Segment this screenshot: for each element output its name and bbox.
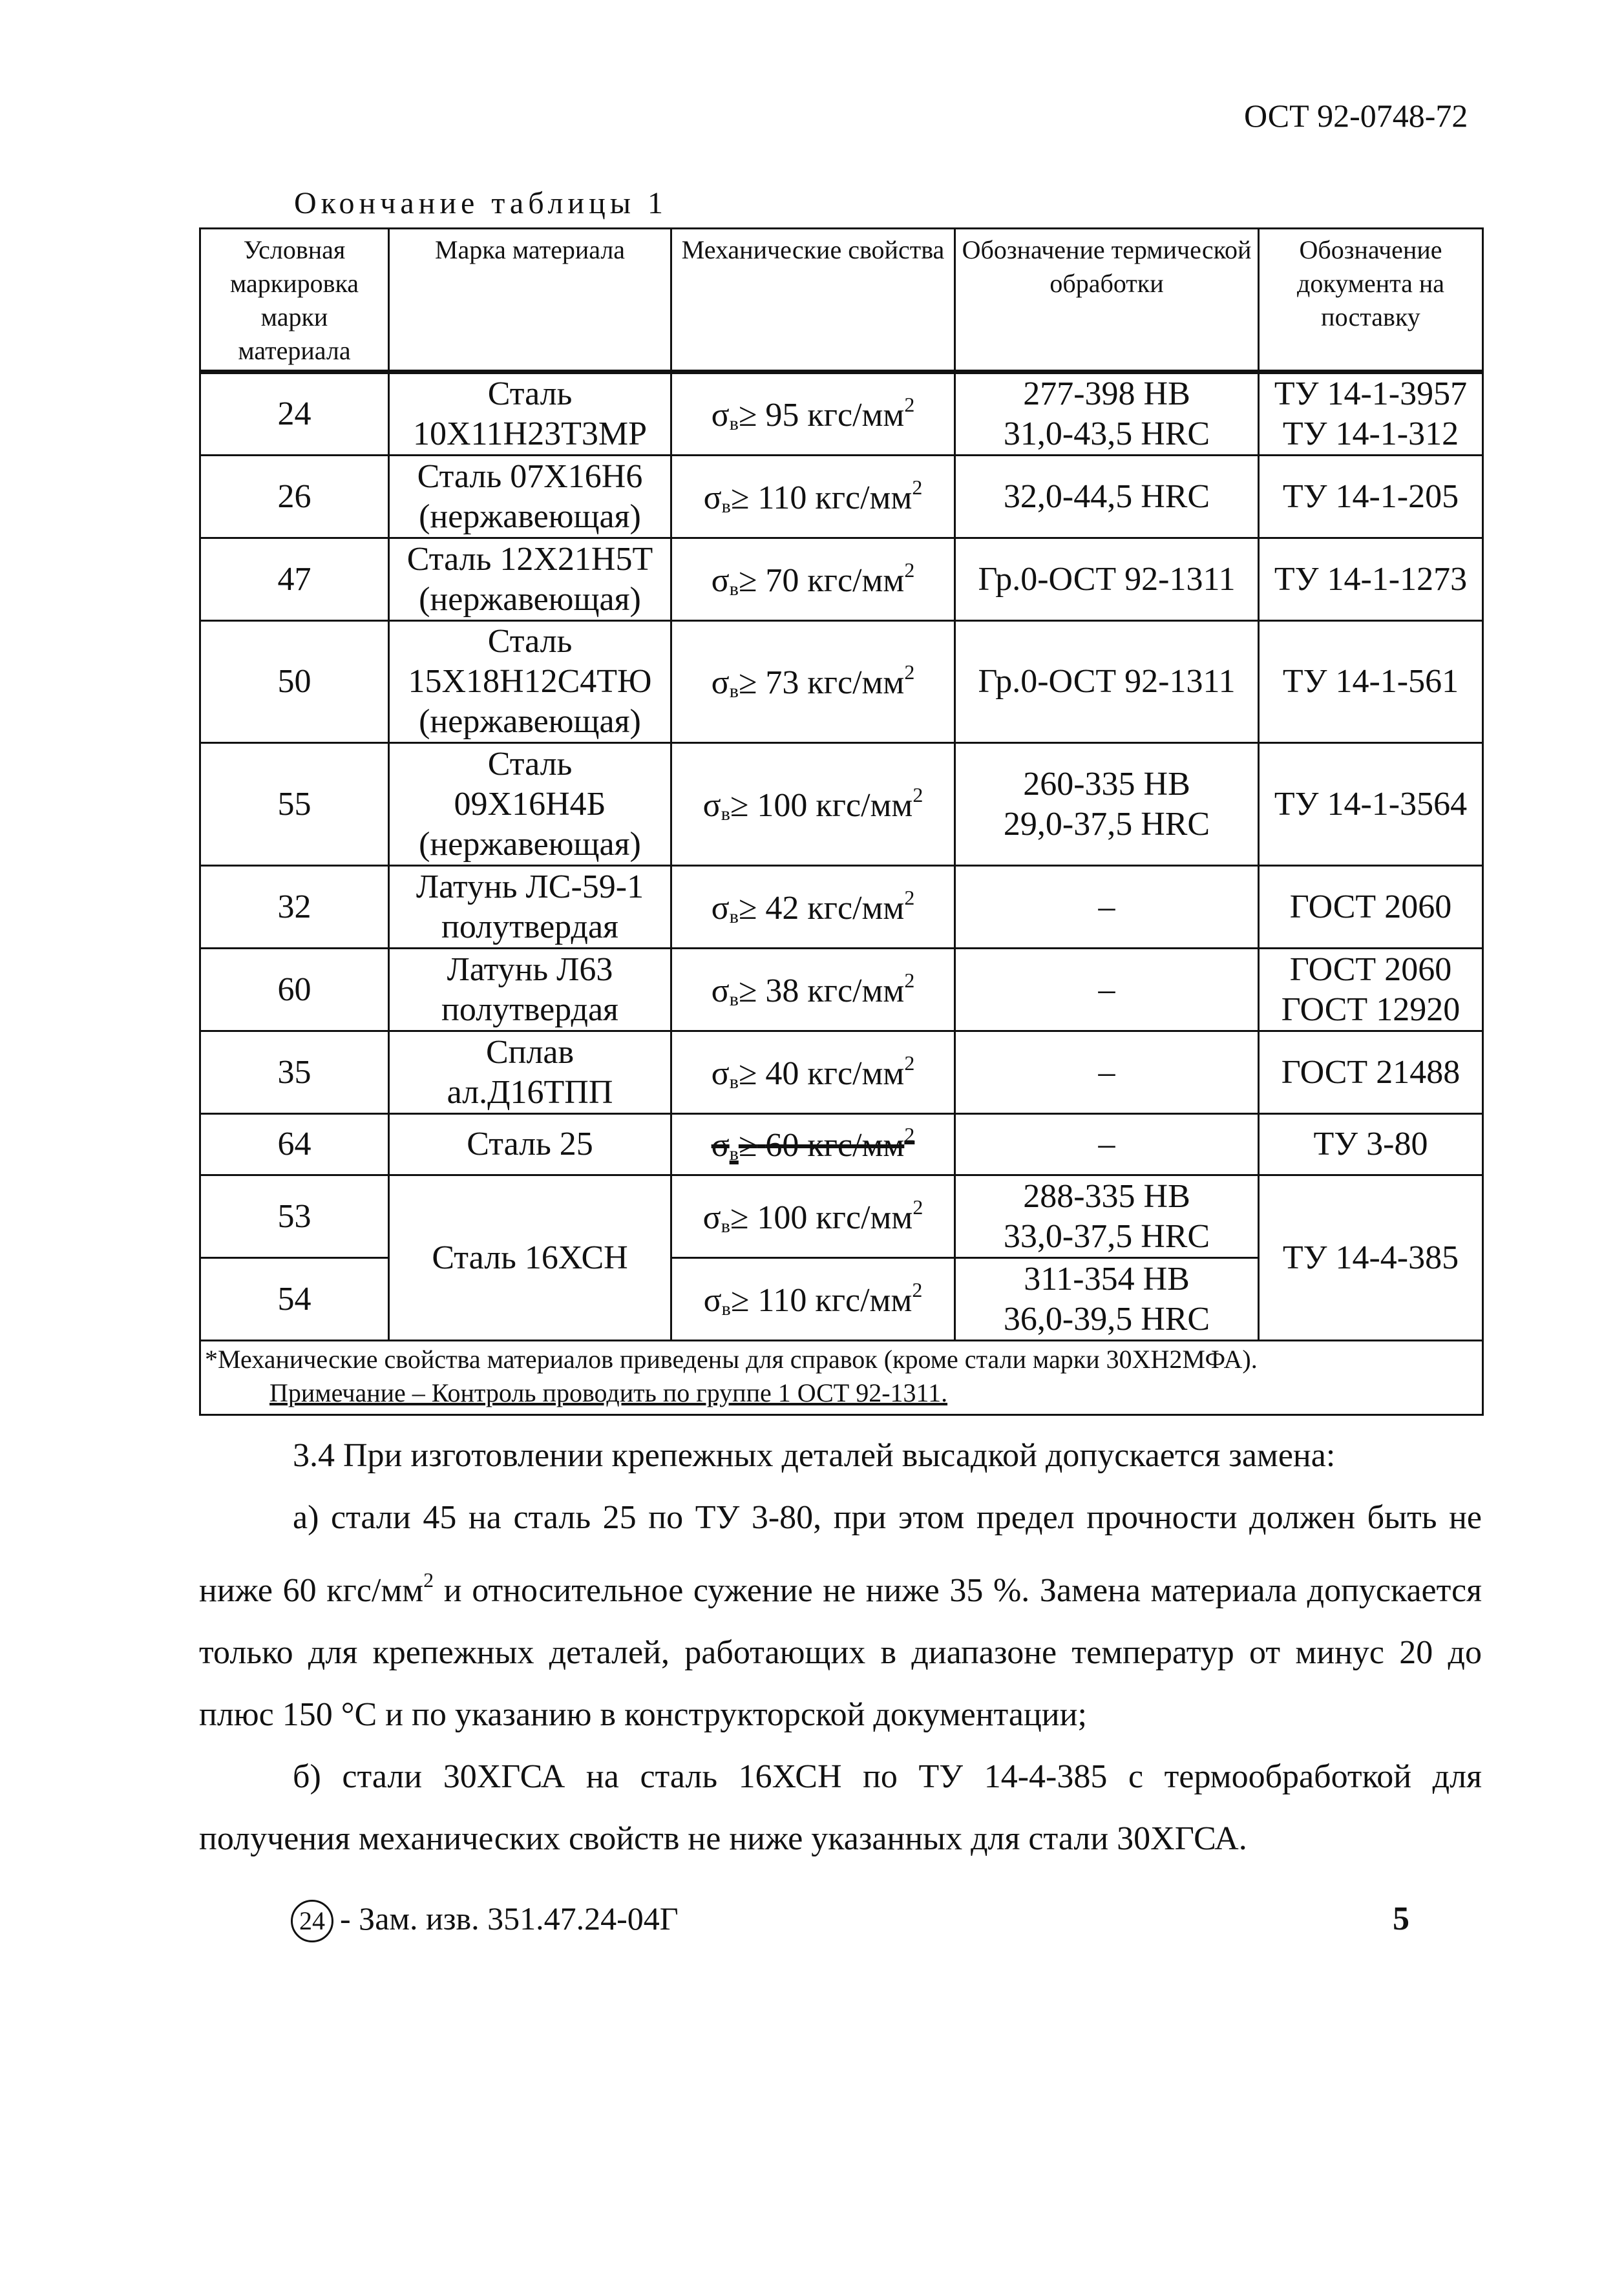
cell-code: 24 <box>200 372 389 456</box>
cell-material-line: (нержавеющая) <box>419 825 641 863</box>
strength-number: 70 кгс/мм <box>765 562 905 599</box>
sigma-symbol: σ <box>702 1199 721 1236</box>
cell-code: 53 <box>200 1175 389 1258</box>
cell-material <box>389 456 671 538</box>
cell-code: 26 <box>200 456 389 538</box>
cell-material-line: Сплав <box>485 1033 575 1071</box>
col-header-supply-doc: Обозначение документа на поставку <box>1259 229 1483 372</box>
strength-value <box>703 475 923 517</box>
cell-material-line: Сталь 25 <box>467 1126 593 1162</box>
cell-heat-treatment-line: 32,0-44,5 HRC <box>1003 478 1210 515</box>
paragraph-a <box>199 1487 1482 1746</box>
cell-heat-treatment-line: 311-354 НВ <box>1024 1260 1190 1298</box>
sigma-operator: ≥ <box>738 972 757 1009</box>
cell-material-line: Латунь Л63 <box>447 951 613 988</box>
cell-code: 60 <box>200 949 389 1031</box>
sigma-symbol: σ <box>711 1127 730 1164</box>
cell-material-line: (нержавеющая) <box>419 498 641 535</box>
table-row <box>200 743 1483 866</box>
cell-material-line: (нержавеющая) <box>419 703 641 740</box>
cell-heat-treatment-line: 36,0-39,5 HRC <box>1003 1300 1210 1338</box>
cell-heat-treatment-line: – <box>1098 1053 1115 1091</box>
cell-properties <box>671 743 955 866</box>
cell-material-line: Сталь <box>487 745 573 783</box>
cell-properties <box>671 1031 955 1114</box>
cell-material-line: Латунь ЛС-59-1 <box>416 868 644 905</box>
sigma-subscript: в <box>721 1215 730 1237</box>
cell-properties <box>671 538 955 621</box>
cell-material-line: полутвердая <box>441 908 618 945</box>
strength-value <box>711 968 915 1010</box>
cell-supply-doc-line: ТУ 14-1-205 <box>1282 478 1459 515</box>
cell-material-line: 10Х11Н23Т3МР <box>412 415 648 452</box>
table-body <box>200 372 1483 1415</box>
sigma-subscript: в <box>729 1143 739 1164</box>
paragraph-b: б) стали 30ХГСА на сталь 16ХСН по ТУ 14-4-385 с термообработкой для получения механических свойств не ниже указанных для стали 30ХГСА. <box>199 1758 1482 1857</box>
cell-heat-treatment-line: 260-335 НВ <box>1023 765 1190 803</box>
strength-number: 42 кгс/мм <box>765 889 905 927</box>
cell-heat-treatment <box>955 866 1259 949</box>
cell-material-line: (нержавеющая) <box>419 580 641 618</box>
table-row <box>200 538 1483 621</box>
cell-supply-doc-line: ТУ 14-1-312 <box>1282 415 1459 452</box>
strength-number: 95 кгс/мм <box>765 397 905 434</box>
unit-superscript: 2 <box>904 660 915 684</box>
strength-value <box>711 885 915 927</box>
cell-material-line: Сталь <box>487 623 573 660</box>
col-header-heat-treatment: Обозначение термической обработки <box>955 229 1259 372</box>
cell-heat-treatment <box>955 456 1259 538</box>
sigma-operator: ≥ <box>738 664 757 701</box>
sigma-symbol: σ <box>711 664 730 701</box>
sigma-operator: ≥ <box>730 479 750 516</box>
sigma-operator: ≥ <box>730 1199 749 1236</box>
cell-material <box>389 1114 671 1175</box>
sigma-symbol: σ <box>711 562 730 599</box>
cell-heat-treatment <box>955 621 1259 743</box>
sigma-symbol: σ <box>711 889 730 927</box>
unit-superscript: 2 <box>904 558 915 582</box>
table-header-row <box>200 229 1483 372</box>
strength-value <box>703 1277 923 1319</box>
unit-superscript: 2 <box>912 475 923 499</box>
cell-material <box>389 538 671 621</box>
strength-value <box>711 1051 915 1093</box>
change-notice <box>291 1900 679 1942</box>
strength-number: 110 кгс/мм <box>757 1281 912 1319</box>
cell-material <box>389 743 671 866</box>
cell-material-line: 15Х18Н12С4ТЮ <box>408 663 652 700</box>
col-header-code: Условная маркировка марки материала <box>200 229 389 372</box>
cell-heat-treatment-line: 33,0-37,5 HRC <box>1003 1217 1210 1255</box>
cell-material <box>389 1031 671 1114</box>
paragraph-a-sup: 2 <box>423 1568 434 1592</box>
cell-material-line: Сталь 12Х21Н5Т <box>406 540 653 578</box>
sigma-symbol: σ <box>703 479 722 516</box>
sigma-symbol: σ <box>711 397 730 434</box>
table-row <box>200 621 1483 743</box>
table-row <box>200 1114 1483 1175</box>
cell-supply-doc <box>1259 866 1483 949</box>
table-row <box>200 1175 1483 1258</box>
cell-supply-doc-line: ГОСТ 2060 <box>1289 888 1452 925</box>
sigma-operator: ≥ <box>738 1055 757 1092</box>
paragraph-a-part1: а) стали 45 на сталь 25 по ТУ 3-80, при этом предел прочности должен быть не ниже 60 кгс/мм <box>199 1499 1482 1609</box>
cell-code: 32 <box>200 866 389 949</box>
footnote-mark: * <box>205 1345 218 1374</box>
cell-material <box>389 866 671 949</box>
cell-heat-treatment-line: 288-335 НВ <box>1023 1177 1190 1215</box>
cell-material: Сталь 16ХСН <box>389 1175 671 1341</box>
cell-heat-treatment-line: 31,0-43,5 HRC <box>1003 415 1210 452</box>
strength-number: 40 кгс/мм <box>765 1055 905 1092</box>
cell-supply-doc-line: ТУ 14-1-1273 <box>1274 560 1468 598</box>
paragraph-intro: 3.4 При изготовлении крепежных деталей высадкой допускается замена: <box>293 1437 1336 1474</box>
sigma-subscript: в <box>729 680 739 702</box>
sigma-operator: ≥ <box>738 1127 757 1164</box>
cell-code: 64 <box>200 1114 389 1175</box>
unit-superscript: 2 <box>904 393 915 416</box>
table-notes-row <box>200 1341 1483 1415</box>
cell-code: 54 <box>200 1258 389 1341</box>
cell-supply-doc-line: ТУ 14-1-3564 <box>1274 785 1468 823</box>
cell-material-line: 09Х16Н4Б <box>454 785 606 823</box>
footnote-text: Механические свойства материалов приведены для справок (кроме стали марки 30ХН2МФА). <box>218 1345 1258 1374</box>
cell-heat-treatment <box>955 949 1259 1031</box>
sigma-symbol: σ <box>711 1055 730 1092</box>
strength-value <box>702 783 923 825</box>
strength-number: 73 кгс/мм <box>765 664 905 701</box>
cell-code: 50 <box>200 621 389 743</box>
cell-heat-treatment-line: Гр.0-ОСТ 92-1311 <box>978 663 1236 700</box>
cell-properties <box>671 372 955 456</box>
cell-supply-doc-line: ГОСТ 21488 <box>1281 1053 1461 1091</box>
sigma-symbol: σ <box>711 972 730 1009</box>
cell-material-line: Сталь <box>487 375 573 412</box>
strength-number: 110 кгс/мм <box>757 479 912 516</box>
strength-number: 60 кгс/мм <box>765 1127 905 1164</box>
table-row <box>200 866 1483 949</box>
cell-heat-treatment <box>955 372 1259 456</box>
strength-number: 100 кгс/мм <box>757 1199 913 1236</box>
cell-material-line: Сталь 07Х16Н6 <box>417 457 643 495</box>
cell-supply-doc-line: ГОСТ 12920 <box>1281 991 1461 1028</box>
sigma-symbol: σ <box>703 1281 722 1319</box>
cell-code: 47 <box>200 538 389 621</box>
strength-number: 38 кгс/мм <box>765 972 905 1009</box>
cell-supply-doc <box>1259 372 1483 456</box>
cell-properties <box>671 1258 955 1341</box>
cell-heat-treatment <box>955 538 1259 621</box>
cell-supply-doc <box>1259 949 1483 1031</box>
table-row <box>200 372 1483 456</box>
cell-material <box>389 372 671 456</box>
sigma-subscript: в <box>729 413 739 434</box>
col-header-material: Марка материала <box>389 229 671 372</box>
sigma-operator: ≥ <box>738 889 757 927</box>
col-header-properties: Механические свойства <box>671 229 955 372</box>
unit-superscript: 2 <box>904 1051 915 1075</box>
table-row <box>200 949 1483 1031</box>
cell-supply-doc <box>1259 1031 1483 1114</box>
unit-superscript: 2 <box>904 885 915 909</box>
document-number: ОСТ 92-0748-72 <box>1244 98 1468 134</box>
cell-properties <box>671 621 955 743</box>
strength-value <box>711 660 915 702</box>
sigma-operator: ≥ <box>730 786 749 824</box>
cell-supply-doc-line: ГОСТ 2060 <box>1289 951 1452 988</box>
page-number: 5 <box>1393 1900 1409 1937</box>
cell-supply-doc: ТУ 14-4-385 <box>1259 1175 1483 1341</box>
cell-properties <box>671 456 955 538</box>
cell-heat-treatment-line: 29,0-37,5 HRC <box>1003 805 1210 843</box>
strength-value <box>711 1123 915 1164</box>
strength-value <box>711 558 915 600</box>
cell-heat-treatment-line: – <box>1098 1126 1115 1162</box>
sigma-subscript: в <box>721 1298 731 1319</box>
cell-code: 35 <box>200 1031 389 1114</box>
sigma-subscript: в <box>721 803 730 825</box>
cell-heat-treatment-line: Гр.0-ОСТ 92-1311 <box>978 560 1236 598</box>
cell-properties <box>671 949 955 1031</box>
cell-supply-doc <box>1259 538 1483 621</box>
cell-heat-treatment <box>955 1258 1259 1341</box>
table-note: Примечание – Контроль проводить по группе 1 ОСТ 92-1311. <box>269 1378 948 1407</box>
cell-supply-doc <box>1259 621 1483 743</box>
table-caption: Окончание таблицы 1 <box>294 186 668 220</box>
strength-value <box>702 1195 923 1237</box>
cell-properties <box>671 1175 955 1258</box>
cell-supply-doc <box>1259 456 1483 538</box>
cell-heat-treatment <box>955 743 1259 866</box>
sigma-subscript: в <box>729 988 739 1010</box>
cell-properties <box>671 866 955 949</box>
sigma-subscript: в <box>729 1071 739 1093</box>
cell-code: 55 <box>200 743 389 866</box>
strength-value <box>711 393 915 434</box>
cell-supply-doc <box>1259 1114 1483 1175</box>
cell-heat-treatment-line: – <box>1098 888 1115 925</box>
sigma-operator: ≥ <box>738 397 757 434</box>
cell-supply-doc-line: ТУ 3-80 <box>1313 1126 1428 1162</box>
change-notice-text: - Зам. изв. 351.47.24-04Г <box>340 1900 679 1937</box>
change-number-circle: 24 <box>291 1900 333 1942</box>
cell-supply-doc-line: ТУ 14-1-3957 <box>1274 375 1468 412</box>
clause-3-4 <box>199 1425 1482 1870</box>
sigma-subscript: в <box>721 495 731 517</box>
sigma-subscript: в <box>729 905 739 927</box>
cell-material-line: полутвердая <box>441 991 618 1028</box>
cell-properties <box>671 1114 955 1175</box>
cell-supply-doc <box>1259 743 1483 866</box>
sigma-operator: ≥ <box>738 562 757 599</box>
cell-material <box>389 621 671 743</box>
sigma-symbol: σ <box>702 786 721 824</box>
table-row <box>200 1031 1483 1114</box>
cell-heat-treatment <box>955 1031 1259 1114</box>
unit-superscript: 2 <box>912 1277 923 1301</box>
table-notes <box>200 1341 1483 1415</box>
cell-heat-treatment <box>955 1114 1259 1175</box>
cell-heat-treatment-line: – <box>1098 971 1115 1008</box>
unit-superscript: 2 <box>904 968 915 992</box>
unit-superscript: 2 <box>912 783 923 806</box>
sigma-operator: ≥ <box>730 1281 750 1319</box>
cell-heat-treatment <box>955 1175 1259 1258</box>
unit-superscript: 2 <box>904 1123 915 1146</box>
strength-number: 100 кгс/мм <box>757 786 913 824</box>
cell-supply-doc-line: ТУ 14-1-561 <box>1282 663 1459 700</box>
materials-table <box>199 227 1484 1416</box>
paragraph-a-part2: и относительное сужение не ниже 35 %. Замена материала допускается только для крепежных деталей, работающих в диапазоне температур от минус 20 до плюс 150 °С и по указанию в конструкторской документации; <box>199 1572 1482 1733</box>
table-row <box>200 456 1483 538</box>
sigma-subscript: в <box>729 578 739 600</box>
cell-material <box>389 949 671 1031</box>
cell-material-line: ал.Д16ТПП <box>447 1073 613 1111</box>
unit-superscript: 2 <box>912 1195 923 1219</box>
cell-heat-treatment-line: 277-398 НВ <box>1023 375 1190 412</box>
